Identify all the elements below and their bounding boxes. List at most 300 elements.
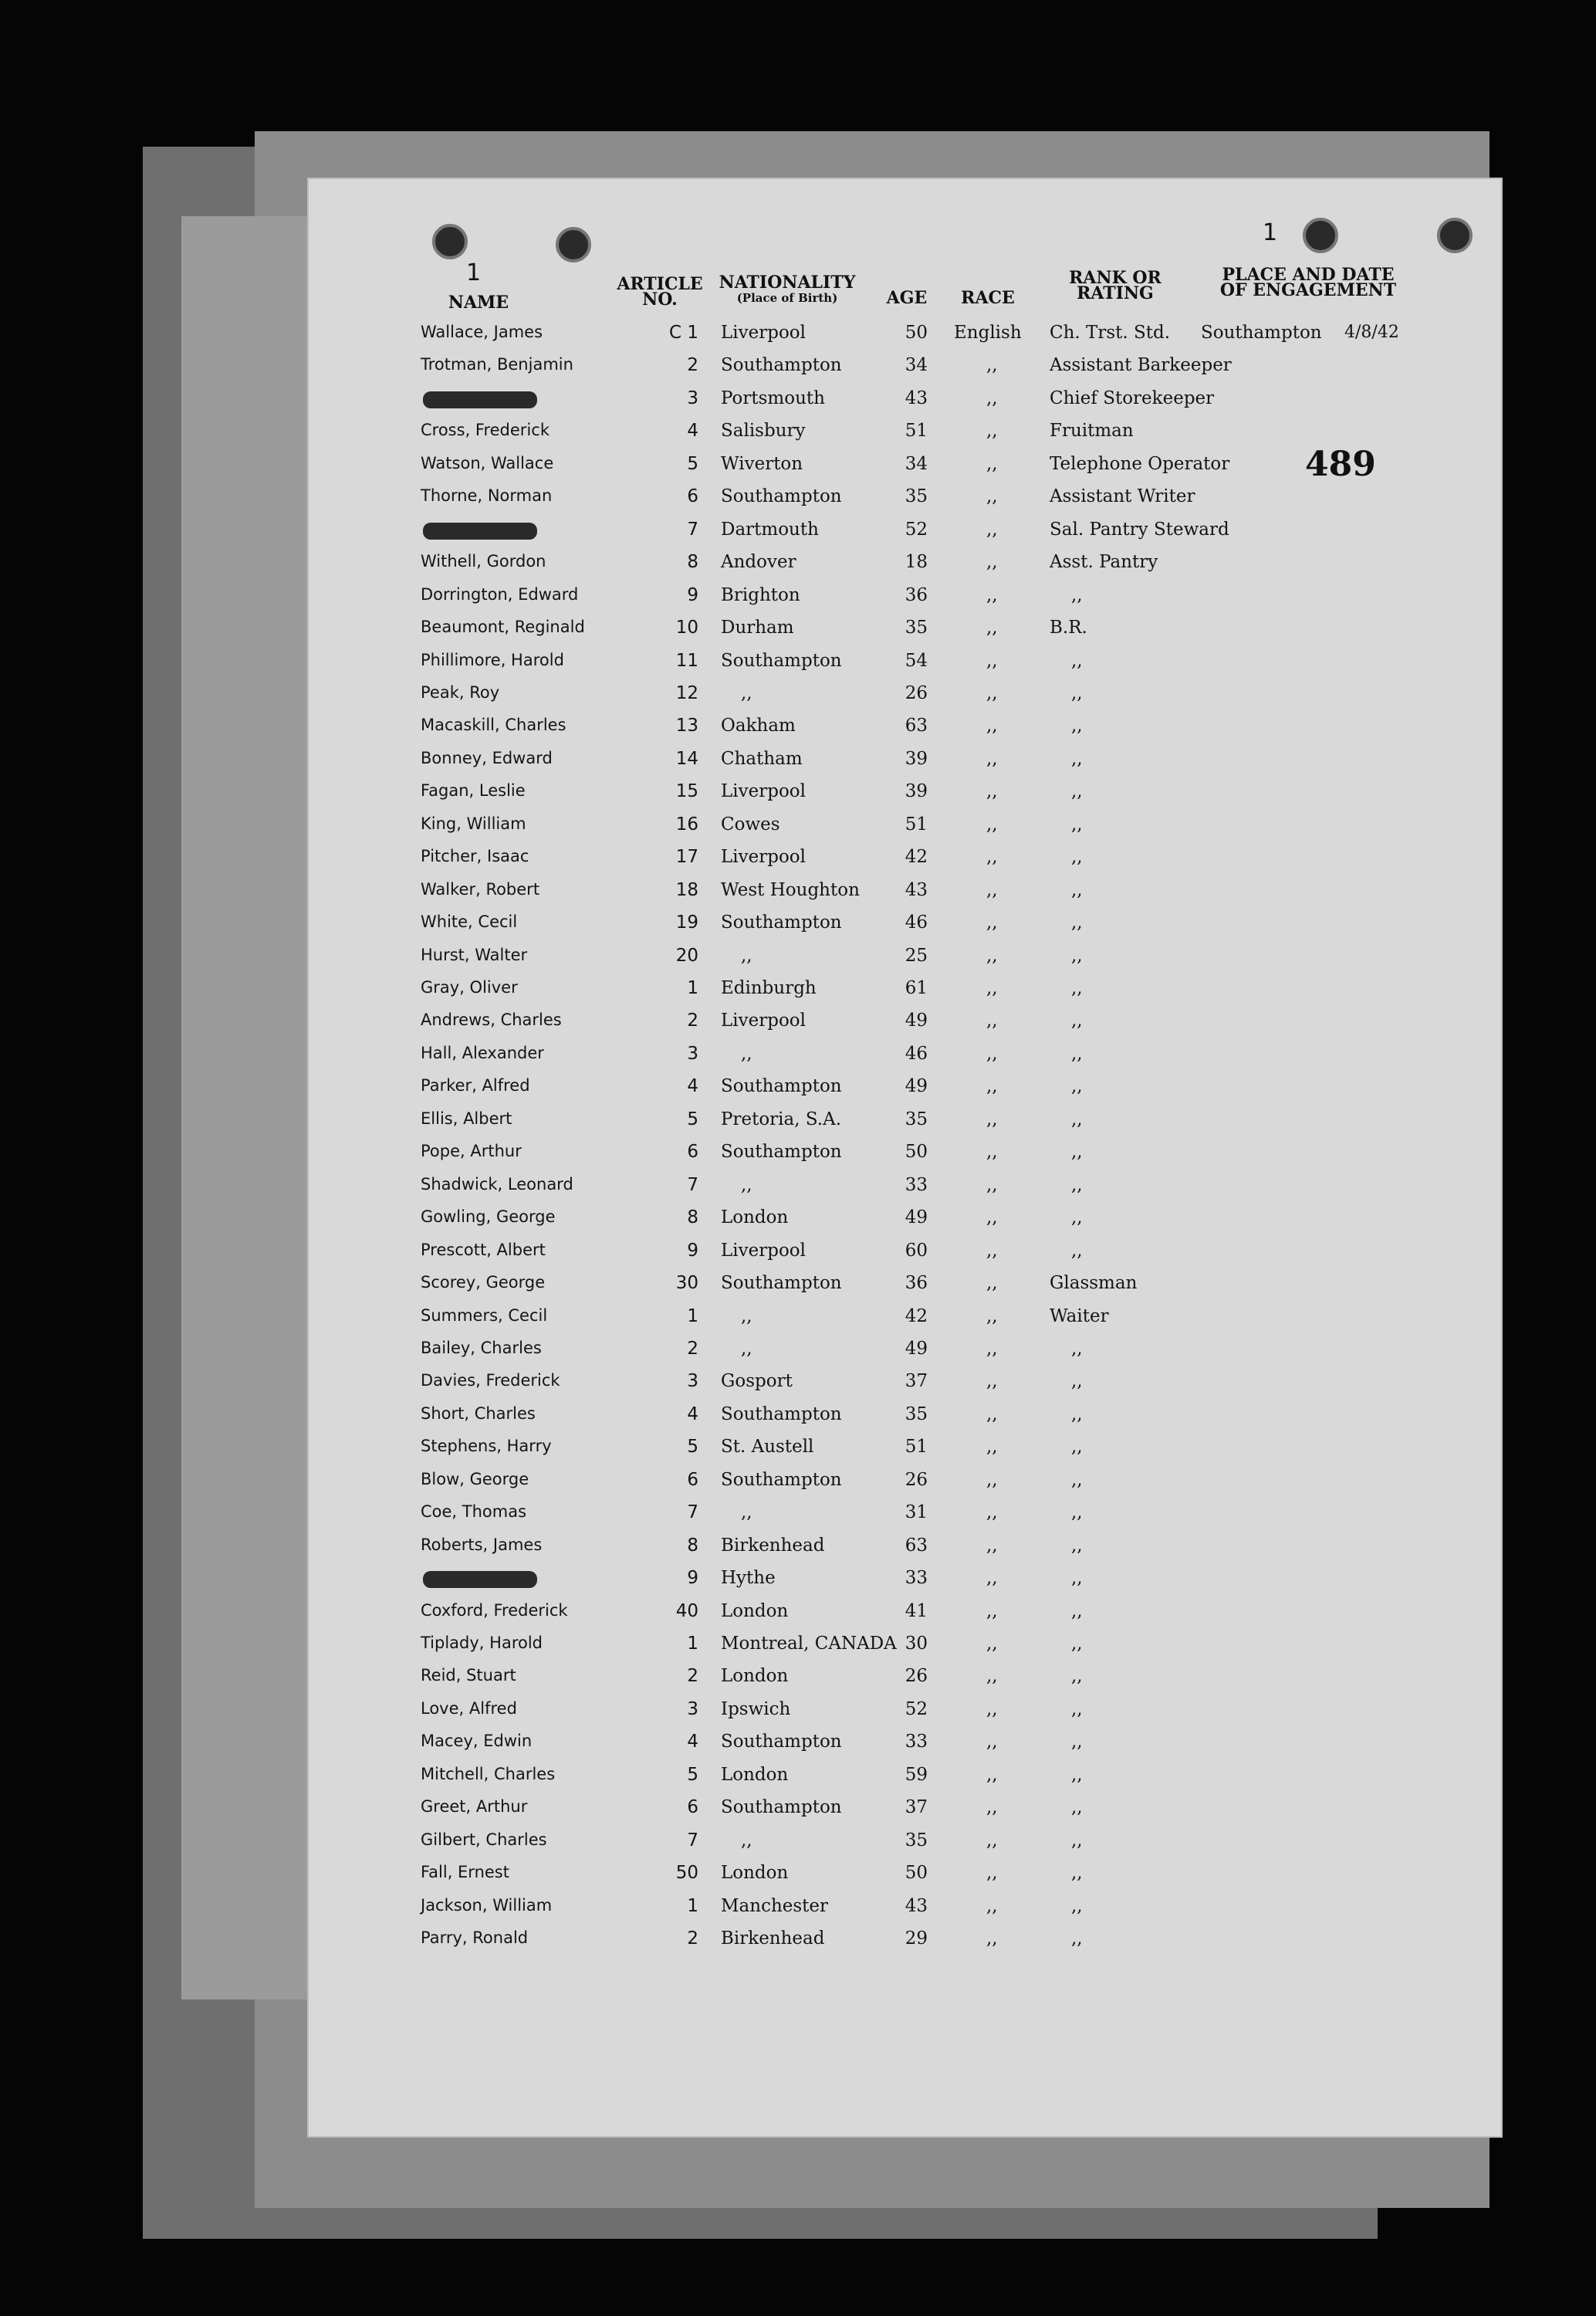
race: ,, bbox=[986, 1666, 998, 1687]
article-number: 15 bbox=[675, 781, 698, 802]
article-number: 12 bbox=[675, 682, 698, 703]
place-of-birth: Birkenhead bbox=[721, 1928, 825, 1949]
age: 39 bbox=[905, 781, 928, 802]
race: ,, bbox=[986, 1207, 998, 1228]
crew-row bbox=[0, 1076, 1596, 1109]
race: ,, bbox=[986, 1403, 998, 1424]
crew-name: Gilbert, Charles bbox=[421, 1830, 547, 1849]
place-of-birth: Durham bbox=[721, 618, 794, 638]
name-column-mark: 1 bbox=[466, 259, 482, 286]
rank-rating: ,, bbox=[1071, 1797, 1083, 1818]
article-number: 8 bbox=[687, 552, 698, 573]
crew-row bbox=[0, 1306, 1596, 1339]
rank-rating: ,, bbox=[1071, 1437, 1083, 1458]
article-number: 17 bbox=[675, 847, 698, 868]
rank-rating: ,, bbox=[1071, 781, 1083, 802]
crew-name: Hurst, Walter bbox=[421, 945, 528, 964]
place-of-birth: Wiverton bbox=[721, 453, 803, 474]
article-number: 50 bbox=[675, 1863, 698, 1884]
age: 43 bbox=[905, 388, 928, 408]
place-of-birth: Southampton bbox=[721, 1273, 842, 1294]
place-of-birth: Oakham bbox=[721, 716, 796, 736]
rank-rating: Asst. Pantry bbox=[1050, 552, 1158, 573]
rank-rating: ,, bbox=[1071, 1863, 1083, 1884]
article-number: 7 bbox=[687, 1830, 698, 1850]
race: ,, bbox=[986, 1469, 998, 1490]
crew-name: Withell, Gordon bbox=[421, 552, 546, 571]
rank-rating: ,, bbox=[1071, 584, 1083, 605]
crew-row bbox=[0, 651, 1596, 683]
race: ,, bbox=[986, 847, 998, 868]
rank-rating: ,, bbox=[1071, 1043, 1083, 1064]
article-number: 13 bbox=[675, 716, 698, 736]
race: ,, bbox=[986, 421, 998, 442]
article-number: 6 bbox=[687, 1797, 698, 1818]
crew-row bbox=[0, 1797, 1596, 1830]
crew-row bbox=[0, 1699, 1596, 1732]
crew-row bbox=[0, 1568, 1596, 1600]
race: ,, bbox=[986, 1698, 998, 1719]
race: ,, bbox=[986, 945, 998, 966]
redaction-mark bbox=[423, 1571, 537, 1588]
race: ,, bbox=[986, 1371, 998, 1392]
age: 43 bbox=[905, 1895, 928, 1916]
punch-hole-left bbox=[432, 224, 468, 259]
race: ,, bbox=[986, 1109, 998, 1129]
race: ,, bbox=[986, 1928, 998, 1949]
rank-rating: ,, bbox=[1071, 1371, 1083, 1392]
place-of-birth: Liverpool bbox=[721, 781, 806, 802]
race: ,, bbox=[986, 552, 998, 573]
crew-name: White, Cecil bbox=[421, 913, 518, 932]
place-of-birth: London bbox=[721, 1600, 789, 1621]
rank-rating: ,, bbox=[1071, 1634, 1083, 1654]
place-of-birth: Southampton bbox=[721, 1732, 842, 1752]
article-number: 40 bbox=[675, 1600, 698, 1621]
crew-name: Macey, Edwin bbox=[421, 1732, 533, 1751]
crew-row bbox=[0, 913, 1596, 945]
race: ,, bbox=[986, 1895, 998, 1916]
article-number: 14 bbox=[675, 748, 698, 769]
rank-rating: Telephone Operator bbox=[1050, 453, 1230, 474]
crew-name: Bonney, Edward bbox=[421, 748, 553, 767]
crew-row bbox=[0, 1142, 1596, 1174]
age: 18 bbox=[905, 552, 928, 573]
age: 60 bbox=[905, 1240, 928, 1261]
race: ,, bbox=[986, 682, 998, 703]
crew-name: Reid, Stuart bbox=[421, 1666, 516, 1685]
race: ,, bbox=[986, 1535, 998, 1556]
crew-row bbox=[0, 683, 1596, 716]
crew-row bbox=[0, 1339, 1596, 1371]
rank-rating: ,, bbox=[1071, 1240, 1083, 1261]
race: ,, bbox=[986, 1076, 998, 1097]
crew-name: Dorrington, Edward bbox=[421, 584, 579, 604]
crew-name: Coe, Thomas bbox=[421, 1502, 527, 1522]
rank-rating: ,, bbox=[1071, 1502, 1083, 1523]
place-of-birth: Birkenhead bbox=[721, 1535, 825, 1556]
crew-name: Love, Alfred bbox=[421, 1698, 517, 1718]
crew-name: King, William bbox=[421, 814, 526, 833]
article-number: 1 bbox=[687, 1895, 698, 1916]
race: ,, bbox=[986, 388, 998, 408]
place-of-birth: Montreal, CANADA bbox=[721, 1634, 897, 1654]
rank-rating: ,, bbox=[1071, 1207, 1083, 1228]
rank-rating: ,, bbox=[1071, 1600, 1083, 1621]
header-nationality: NATIONALITY (Place of Birth) bbox=[719, 273, 856, 305]
article-number: 2 bbox=[687, 1338, 698, 1359]
crew-name: Gray, Oliver bbox=[421, 978, 518, 997]
article-number: 1 bbox=[687, 1305, 698, 1326]
crew-name: Walker, Robert bbox=[421, 879, 540, 899]
age: 26 bbox=[905, 682, 928, 703]
crew-row bbox=[0, 1601, 1596, 1634]
age: 49 bbox=[905, 1207, 928, 1228]
rank-rating: Chief Storekeeper bbox=[1050, 388, 1215, 408]
article-number: 9 bbox=[687, 584, 698, 605]
age: 26 bbox=[905, 1469, 928, 1490]
age: 51 bbox=[905, 1437, 928, 1458]
rank-rating: ,, bbox=[1071, 1764, 1083, 1785]
rank-rating: ,, bbox=[1071, 1568, 1083, 1589]
crew-name: Parry, Ronald bbox=[421, 1928, 529, 1948]
rank-rating: Assistant Barkeeper bbox=[1050, 355, 1232, 376]
article-number: 4 bbox=[687, 1076, 698, 1097]
place-of-birth: Southampton bbox=[721, 1797, 842, 1818]
article-number: 3 bbox=[687, 1698, 698, 1719]
place-of-engagement: Southampton bbox=[1201, 323, 1322, 343]
race: ,, bbox=[986, 781, 998, 802]
crew-row bbox=[0, 1666, 1596, 1698]
rank-rating: ,, bbox=[1071, 978, 1083, 998]
rank-rating: ,, bbox=[1071, 1469, 1083, 1490]
page-number: 489 bbox=[1305, 445, 1376, 484]
crew-name: Cross, Frederick bbox=[421, 421, 549, 440]
crew-name: Bailey, Charles bbox=[421, 1338, 542, 1357]
age: 39 bbox=[905, 748, 928, 769]
crew-row bbox=[0, 421, 1596, 453]
article-number: 4 bbox=[687, 1732, 698, 1752]
crew-row bbox=[0, 1732, 1596, 1764]
crew-row bbox=[0, 880, 1596, 913]
rank-rating: ,, bbox=[1071, 814, 1083, 835]
rank-rating: ,, bbox=[1071, 1928, 1083, 1949]
punch-hole-middle bbox=[556, 227, 591, 262]
age: 63 bbox=[905, 1535, 928, 1556]
crew-name: Pitcher, Isaac bbox=[421, 847, 529, 866]
race: ,, bbox=[986, 355, 998, 376]
article-number: 18 bbox=[675, 879, 698, 900]
rank-rating: ,, bbox=[1071, 1403, 1083, 1424]
article-number: 19 bbox=[675, 913, 698, 933]
age: 50 bbox=[905, 1863, 928, 1884]
place-of-birth: Chatham bbox=[721, 748, 803, 769]
place-of-birth: Liverpool bbox=[721, 323, 806, 343]
place-of-birth: West Houghton bbox=[721, 879, 860, 900]
article-number: 3 bbox=[687, 388, 698, 408]
race: ,, bbox=[986, 1830, 998, 1850]
rank-rating: ,, bbox=[1071, 945, 1083, 966]
rank-rating: ,, bbox=[1071, 1338, 1083, 1359]
place-of-birth: London bbox=[721, 1863, 789, 1884]
crew-name: Roberts, James bbox=[421, 1535, 543, 1554]
age: 42 bbox=[905, 847, 928, 868]
crew-name: Stephens, Harry bbox=[421, 1437, 552, 1456]
crew-name: Thorne, Norman bbox=[421, 486, 553, 506]
race: ,, bbox=[986, 1142, 998, 1163]
age: 41 bbox=[905, 1600, 928, 1621]
crew-row bbox=[0, 1437, 1596, 1469]
rank-rating: Assistant Writer bbox=[1050, 486, 1195, 507]
race: ,, bbox=[986, 1634, 998, 1654]
place-of-birth: ,, bbox=[741, 1043, 752, 1064]
rank-rating: ,, bbox=[1071, 1142, 1083, 1163]
rank-rating: ,, bbox=[1071, 1895, 1083, 1916]
article-number: 5 bbox=[687, 453, 698, 474]
crew-name: Macaskill, Charles bbox=[421, 716, 566, 735]
punch-hole-right bbox=[1303, 218, 1338, 253]
place-of-birth: London bbox=[721, 1207, 789, 1228]
crew-name: Phillimore, Harold bbox=[421, 650, 564, 669]
rank-rating: Ch. Trst. Std. bbox=[1050, 323, 1171, 343]
crew-name: Fagan, Leslie bbox=[421, 781, 526, 801]
article-number: 16 bbox=[675, 814, 698, 835]
article-number: 5 bbox=[687, 1109, 698, 1129]
corner-mark: 1 bbox=[1263, 219, 1278, 246]
crew-row bbox=[0, 552, 1596, 584]
article-number: 1 bbox=[687, 978, 698, 998]
header-name: NAME bbox=[448, 293, 509, 313]
age: 33 bbox=[905, 1174, 928, 1195]
age: 34 bbox=[905, 355, 928, 376]
rank-rating: Glassman bbox=[1050, 1273, 1138, 1294]
rank-rating: ,, bbox=[1071, 650, 1083, 671]
race: English bbox=[954, 323, 1022, 343]
place-of-birth: Southampton bbox=[721, 650, 842, 671]
rank-rating: ,, bbox=[1071, 1076, 1083, 1097]
article-number: 6 bbox=[687, 1469, 698, 1490]
race: ,, bbox=[986, 879, 998, 900]
crew-row bbox=[0, 847, 1596, 879]
rank-rating: ,, bbox=[1071, 1535, 1083, 1556]
age: 46 bbox=[905, 1043, 928, 1064]
race: ,, bbox=[986, 453, 998, 474]
crew-row bbox=[0, 1044, 1596, 1076]
crew-name: Gowling, George bbox=[421, 1207, 556, 1227]
age: 33 bbox=[905, 1732, 928, 1752]
article-number: 7 bbox=[687, 1502, 698, 1523]
place-of-birth: Brighton bbox=[721, 584, 800, 605]
race: ,, bbox=[986, 1305, 998, 1326]
rank-rating: Sal. Pantry Steward bbox=[1050, 519, 1229, 540]
header-place-date: PLACE AND DATE OF ENGAGEMENT bbox=[1219, 265, 1397, 300]
crew-name: Coxford, Frederick bbox=[421, 1600, 568, 1620]
article-number: 1 bbox=[687, 1634, 698, 1654]
race: ,, bbox=[986, 1863, 998, 1884]
place-of-birth: ,, bbox=[741, 1338, 752, 1359]
article-number: 20 bbox=[675, 945, 698, 966]
place-of-birth: Southampton bbox=[721, 1142, 842, 1163]
crew-name: Hall, Alexander bbox=[421, 1043, 544, 1062]
crew-row bbox=[0, 323, 1596, 355]
rank-rating: ,, bbox=[1071, 1666, 1083, 1687]
crew-row bbox=[0, 1896, 1596, 1928]
age: 49 bbox=[905, 1011, 928, 1031]
place-of-birth: Manchester bbox=[721, 1895, 829, 1916]
age: 35 bbox=[905, 1830, 928, 1850]
article-number: 9 bbox=[687, 1240, 698, 1261]
crew-row bbox=[0, 946, 1596, 978]
age: 35 bbox=[905, 1109, 928, 1129]
race: ,, bbox=[986, 519, 998, 540]
race: ,, bbox=[986, 1043, 998, 1064]
header-rank: RANK OR RATING bbox=[1069, 268, 1161, 303]
race: ,, bbox=[986, 913, 998, 933]
race: ,, bbox=[986, 1273, 998, 1294]
crew-row bbox=[0, 1863, 1596, 1895]
article-number: 6 bbox=[687, 486, 698, 507]
race: ,, bbox=[986, 716, 998, 736]
rank-rating: ,, bbox=[1071, 716, 1083, 736]
crew-name: Prescott, Albert bbox=[421, 1240, 546, 1259]
rank-rating: Fruitman bbox=[1050, 421, 1134, 442]
age: 43 bbox=[905, 879, 928, 900]
place-of-birth: Liverpool bbox=[721, 847, 806, 868]
age: 49 bbox=[905, 1338, 928, 1359]
article-number: 7 bbox=[687, 519, 698, 540]
crew-name: Jackson, William bbox=[421, 1895, 553, 1915]
age: 52 bbox=[905, 519, 928, 540]
crew-row bbox=[0, 1404, 1596, 1437]
crew-row bbox=[0, 978, 1596, 1011]
crew-row bbox=[0, 1928, 1596, 1961]
crew-row bbox=[0, 1830, 1596, 1863]
article-number: 8 bbox=[687, 1207, 698, 1228]
age: 37 bbox=[905, 1371, 928, 1392]
age: 50 bbox=[905, 323, 928, 343]
age: 52 bbox=[905, 1698, 928, 1719]
rank-rating: ,, bbox=[1071, 1732, 1083, 1752]
place-of-birth: ,, bbox=[741, 945, 752, 966]
article-number: 8 bbox=[687, 1535, 698, 1556]
place-of-birth: Cowes bbox=[721, 814, 780, 835]
age: 35 bbox=[905, 1403, 928, 1424]
place-of-birth: Southampton bbox=[721, 1076, 842, 1097]
age: 35 bbox=[905, 486, 928, 507]
crew-row bbox=[0, 618, 1596, 650]
age: 36 bbox=[905, 1273, 928, 1294]
date-of-engagement: 4/8/42 bbox=[1344, 323, 1399, 342]
crew-row bbox=[0, 486, 1596, 519]
crew-name: Blow, George bbox=[421, 1469, 529, 1488]
article-number: 7 bbox=[687, 1174, 698, 1195]
race: ,, bbox=[986, 1338, 998, 1359]
crew-row bbox=[0, 781, 1596, 814]
place-of-birth: Southampton bbox=[721, 355, 842, 376]
place-of-birth: Ipswich bbox=[721, 1698, 791, 1719]
age: 31 bbox=[905, 1502, 928, 1523]
crew-name: Watson, Wallace bbox=[421, 453, 554, 472]
place-of-birth: London bbox=[721, 1666, 789, 1687]
rank-rating: ,, bbox=[1071, 748, 1083, 769]
age: 49 bbox=[905, 1076, 928, 1097]
place-of-birth: Edinburgh bbox=[721, 978, 817, 998]
race: ,, bbox=[986, 1797, 998, 1818]
crew-row bbox=[0, 520, 1596, 552]
crew-name: Shadwick, Leonard bbox=[421, 1174, 573, 1194]
crew-row bbox=[0, 1502, 1596, 1535]
place-of-birth: ,, bbox=[741, 1174, 752, 1195]
rank-rating: ,, bbox=[1071, 1109, 1083, 1129]
crew-name: Greet, Arthur bbox=[421, 1797, 528, 1817]
redaction-mark bbox=[423, 523, 537, 540]
punch-hole-far-right bbox=[1437, 218, 1473, 253]
crew-row bbox=[0, 388, 1596, 421]
crew-name: Tiplady, Harold bbox=[421, 1634, 543, 1652]
crew-name: Davies, Frederick bbox=[421, 1371, 560, 1390]
crew-name: Parker, Alfred bbox=[421, 1076, 530, 1095]
crew-name: Wallace, James bbox=[421, 323, 543, 341]
race: ,, bbox=[986, 1732, 998, 1752]
article-number: 2 bbox=[687, 1928, 698, 1949]
race: ,, bbox=[986, 1568, 998, 1589]
race: ,, bbox=[986, 814, 998, 835]
article-number: C 1 bbox=[668, 323, 698, 343]
crew-row bbox=[0, 585, 1596, 618]
age: 51 bbox=[905, 814, 928, 835]
rank-rating: ,, bbox=[1071, 1011, 1083, 1031]
place-of-birth: Dartmouth bbox=[721, 519, 819, 540]
race: ,, bbox=[986, 978, 998, 998]
crew-name: Scorey, George bbox=[421, 1273, 546, 1292]
age: 50 bbox=[905, 1142, 928, 1163]
article-number: 3 bbox=[687, 1371, 698, 1392]
age: 42 bbox=[905, 1305, 928, 1326]
race: ,, bbox=[986, 1240, 998, 1261]
article-number: 11 bbox=[675, 650, 698, 671]
article-number: 6 bbox=[687, 1142, 698, 1163]
rank-rating: ,, bbox=[1071, 879, 1083, 900]
age: 63 bbox=[905, 716, 928, 736]
crew-row bbox=[0, 1536, 1596, 1568]
age: 46 bbox=[905, 913, 928, 933]
rank-rating: ,, bbox=[1071, 682, 1083, 703]
redaction-mark bbox=[423, 391, 537, 408]
race: ,, bbox=[986, 1764, 998, 1785]
header-article: ARTICLE NO. bbox=[617, 274, 703, 310]
race: ,, bbox=[986, 584, 998, 605]
header-age: AGE bbox=[886, 288, 928, 308]
article-number: 4 bbox=[687, 1403, 698, 1424]
rank-rating: ,, bbox=[1071, 1830, 1083, 1850]
crew-row bbox=[0, 1765, 1596, 1797]
age: 54 bbox=[905, 650, 928, 671]
age: 61 bbox=[905, 978, 928, 998]
race: ,, bbox=[986, 748, 998, 769]
place-of-birth: London bbox=[721, 1764, 789, 1785]
age: 36 bbox=[905, 584, 928, 605]
place-of-birth: ,, bbox=[741, 682, 752, 703]
article-number: 3 bbox=[687, 1043, 698, 1064]
crew-row bbox=[0, 1371, 1596, 1403]
age: 35 bbox=[905, 618, 928, 638]
place-of-birth: Portsmouth bbox=[721, 388, 825, 408]
crew-row bbox=[0, 1207, 1596, 1240]
rank-rating: ,, bbox=[1071, 1698, 1083, 1719]
article-number: 5 bbox=[687, 1437, 698, 1458]
crew-row bbox=[0, 1273, 1596, 1305]
crew-name: Short, Charles bbox=[421, 1403, 536, 1423]
